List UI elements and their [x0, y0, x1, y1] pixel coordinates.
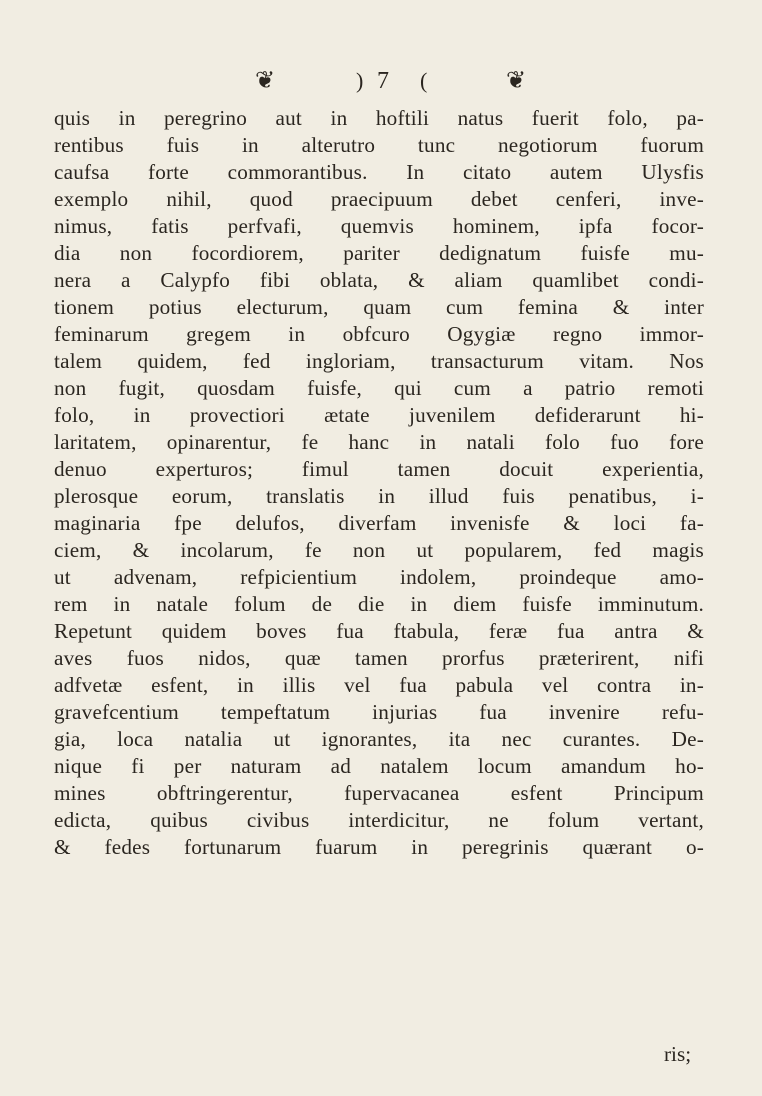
- page-number: 7: [377, 68, 389, 94]
- text-line: edicta, quibus civibus interdicitur, ne folum vertant,: [54, 808, 704, 832]
- text-line: nera a Calypfo fibi oblata, & aliam quamlibet condi-: [54, 268, 704, 292]
- text-line: gravefcentium tempeftatum injurias fua invenire refu-: [54, 700, 704, 724]
- text-line: tionem potius electurum, quam cum femina & inter: [54, 295, 704, 319]
- catchword: ris;: [664, 1042, 692, 1066]
- text-line: nique fi per naturam ad natalem locum amandum ho-: [54, 754, 704, 778]
- page-header: [0, 66, 762, 106]
- text-line: maginaria fpe delufos, diverfam invenisfe & loci fa-: [54, 511, 704, 535]
- text-line: rem in natale folum de die in diem fuisfe imminutum.: [54, 592, 704, 616]
- text-line: feminarum gregem in obfcuro Ogygiæ regno immor-: [54, 322, 704, 346]
- right-fleuron-ornament-icon: ❦: [506, 68, 527, 94]
- text-line: Repetunt quidem boves fua ftabula, feræ fua antra &: [54, 619, 704, 643]
- header-right-parenthesis: (: [420, 68, 428, 93]
- text-line: caufsa forte commorantibus. In citato autem Ulysfis: [54, 160, 704, 184]
- text-line: laritatem, opinarentur, fe hanc in natali folo fuo fore: [54, 430, 704, 454]
- text-line: exemplo nihil, quod praecipuum debet cenferi, inve-: [54, 187, 704, 211]
- text-line: denuo experturos; fimul tamen docuit experientia,: [54, 457, 704, 481]
- text-line: ut advenam, refpicientium indolem, proindeque amo-: [54, 565, 704, 589]
- header-left-parenthesis: ): [356, 68, 364, 93]
- text-line: aves fuos nidos, quæ tamen prorfus præterirent, nifi: [54, 646, 704, 670]
- text-line: & fedes fortunarum fuarum in peregrinis quærant o-: [54, 835, 704, 859]
- text-line: adfvetæ esfent, in illis vel fua pabula vel contra in-: [54, 673, 704, 697]
- text-line: talem quidem, fed ingloriam, transacturum vitam. Nos: [54, 349, 704, 373]
- text-line: plerosque eorum, translatis in illud fuis penatibus, i-: [54, 484, 704, 508]
- body-text: [54, 105, 704, 861]
- text-line: ciem, & incolarum, fe non ut popularem, fed magis: [54, 538, 704, 562]
- text-line: nimus, fatis perfvafi, quemvis hominem, ipfa focor-: [54, 214, 704, 238]
- left-fleuron-ornament-icon: ❦: [255, 68, 276, 94]
- text-line: mines obftringerentur, fupervacanea esfent Principum: [54, 781, 704, 805]
- text-line: rentibus fuis in alterutro tunc negotiorum fuorum: [54, 133, 704, 157]
- text-line: non fugit, quosdam fuisfe, qui cum a patrio remoti: [54, 376, 704, 400]
- text-line: gia, loca natalia ut ignorantes, ita nec curantes. De-: [54, 727, 704, 751]
- text-line: quis in peregrino aut in hoftili natus fuerit folo, pa-: [54, 106, 704, 130]
- text-line: dia non focordiorem, pariter dedignatum fuisfe mu-: [54, 241, 704, 265]
- text-line: folo, in provectiori ætate juvenilem defiderarunt hi-: [54, 403, 704, 427]
